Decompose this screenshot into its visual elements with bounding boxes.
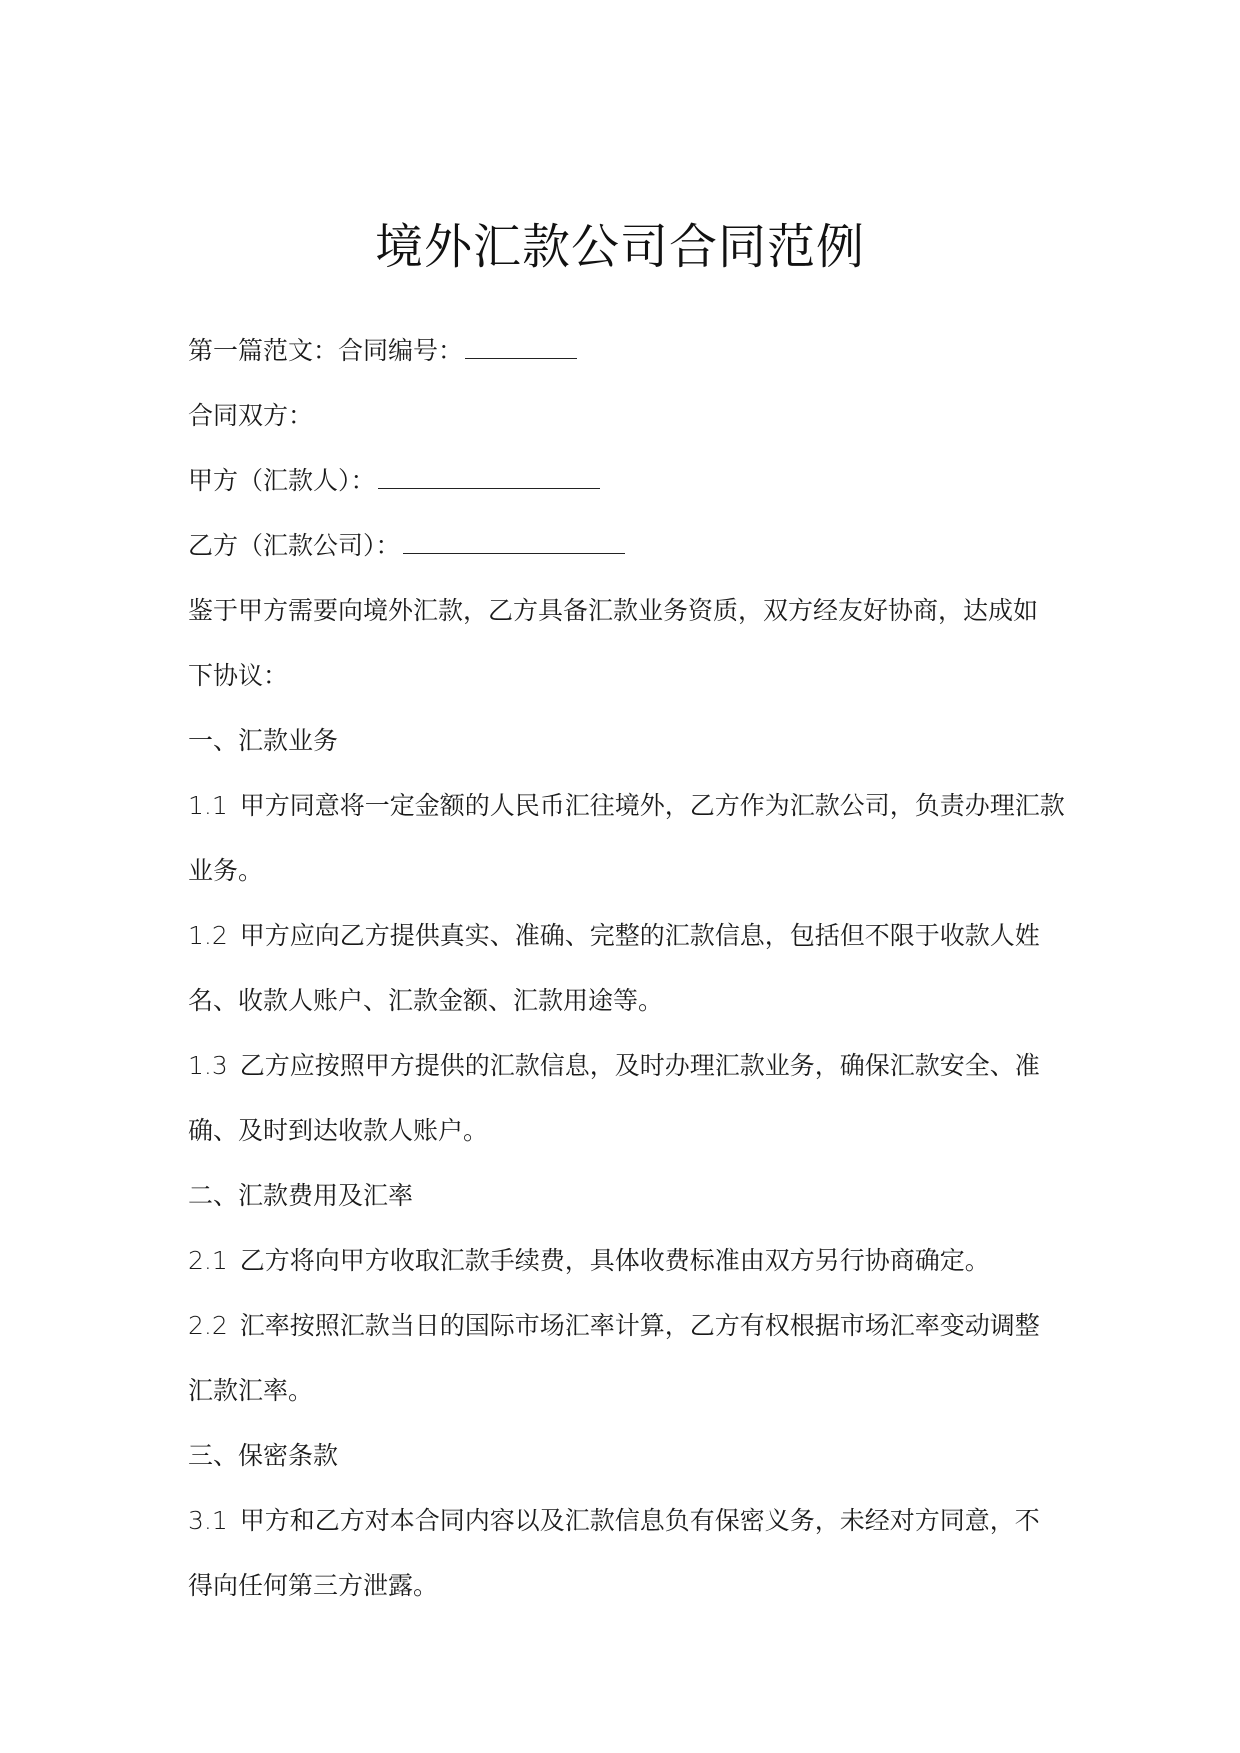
clause-text: 甲方和乙方对本合同内容以及汇款信息负有保密义务，未经对方同意，不	[239, 1506, 1040, 1535]
clause-text: 乙方将向甲方收取汇款手续费，具体收费标准由双方另行协商确定。	[239, 1246, 990, 1275]
clause-number: 2.2	[188, 1311, 228, 1340]
party-a-line	[188, 448, 1068, 513]
contract-number-blank	[465, 336, 577, 359]
clause-1-2-line-2: 名、收款人账户、汇款金额、汇款用途等。	[188, 986, 664, 1015]
contract-number-label: 第一篇范文：合同编号：	[188, 336, 464, 365]
contract-number-line	[188, 318, 1068, 383]
clause-1-3-line-2: 确、及时到达收款人账户。	[188, 1116, 489, 1145]
clause-text: 甲方应向乙方提供真实、准确、完整的汇款信息，包括但不限于收款人姓	[239, 921, 1040, 950]
clause-2-1-line-1	[188, 1228, 1068, 1293]
party-b-label: 乙方（汇款公司）：	[188, 531, 401, 560]
section-2-heading: 二、汇款费用及汇率	[188, 1181, 414, 1210]
clause-number: 1.2	[188, 921, 228, 950]
clause-number: 2.1	[188, 1246, 228, 1275]
section-3-heading: 三、保密条款	[188, 1441, 339, 1470]
preamble-line-2: 下协议：	[188, 661, 289, 690]
clause-1-2-line-1	[188, 903, 1068, 968]
clause-1-3-line-1	[188, 1033, 1068, 1098]
party-b-blank	[403, 531, 625, 554]
clause-text: 乙方应按照甲方提供的汇款信息，及时办理汇款业务，确保汇款安全、准	[239, 1051, 1040, 1080]
document-title: 境外汇款公司合同范例	[374, 219, 865, 275]
preamble-line-1: 鉴于甲方需要向境外汇款，乙方具备汇款业务资质，双方经友好协商，达成如	[188, 596, 1039, 625]
parties-heading: 合同双方：	[188, 401, 314, 430]
clause-number: 1.3	[188, 1051, 228, 1080]
section-1-heading: 一、汇款业务	[188, 726, 339, 755]
party-b-line	[188, 513, 1068, 578]
party-a-label: 甲方（汇款人）：	[188, 466, 376, 495]
clause-number: 3.1	[188, 1506, 228, 1535]
clause-text: 甲方同意将一定金额的人民币汇往境外，乙方作为汇款公司，负责办理汇款	[239, 791, 1065, 820]
clause-2-2-line-1	[188, 1293, 1068, 1358]
document-body	[188, 318, 1068, 1618]
clause-2-2-line-2: 汇款汇率。	[188, 1376, 314, 1405]
clause-1-1-line-2: 业务。	[188, 856, 264, 885]
clause-3-1-line-1	[188, 1488, 1068, 1553]
clause-text: 汇率按照汇款当日的国际市场汇率计算，乙方有权根据市场汇率变动调整	[239, 1311, 1040, 1340]
clause-1-1-line-1	[188, 773, 1068, 838]
clause-number: 1.1	[188, 791, 228, 820]
party-a-blank	[378, 466, 600, 489]
clause-3-1-line-2: 得向任何第三方泄露。	[188, 1571, 439, 1600]
